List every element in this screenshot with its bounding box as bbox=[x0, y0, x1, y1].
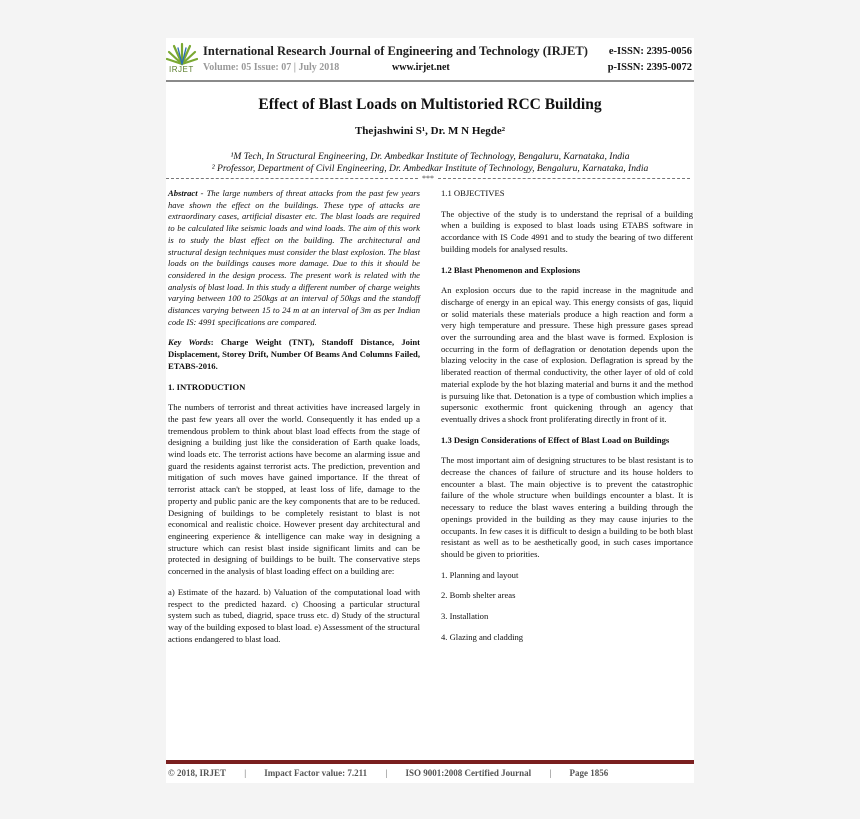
footer-iso: ISO 9001:2008 Certified Journal bbox=[405, 768, 532, 778]
list-item: 1. Planning and layout bbox=[441, 569, 519, 580]
keywords bbox=[168, 337, 420, 372]
list-item: 4. Glazing and cladding bbox=[441, 631, 524, 642]
footer-separator: | bbox=[549, 768, 552, 778]
blast-text: An explosion occurs due to the rapid increase in the magnitude and discharge of energy in an epical way. This energy consists of gas, liquid or solid materials these materials produce a high reaction and form a very high temperature and pressure. These high pressure gases spread over the surrounding area and the blast wave is formed. Explosion is occurring in the form of deflagration or denotation depends upon the blazing velocity in the case of explosion. Deflagration is spread by the liberated reaction of thermal conductivity, the other layer of old of cold material explode by the hot blazing material and burns it and the method is pursuing like that. Detonation is a type of combustion which implies a supersonic exothermic front quickening through an agency that eventually drives a shock front proliferating directly in front of it. bbox=[441, 285, 693, 424]
right-column bbox=[441, 188, 693, 653]
paper-page bbox=[166, 38, 694, 783]
intro-paragraph-2: a) Estimate of the hazard. b) Valuation of the computational load with respect to the predicted hazard. c) Choosing a particular structural system such as tubed, diagrid, space truss etc. d) Study of the structural way of the building exposed to blast load. e) Assessment of the structural actions endangered to blast load. bbox=[168, 586, 420, 644]
footer-separator: | bbox=[385, 768, 388, 778]
abstract bbox=[168, 188, 420, 328]
logo-text: IRJET bbox=[169, 65, 194, 74]
design-text: The most important aim of designing structures to be blast resistant is to decrease the chances of failure of structure and its house holders to encounter a blast. The main objective is to prevent the catastrophic failure of the whole structure when buildings encounter a blast. It is necessary to reduce the blast waves entering a building through the openings provided in the building as they may cause injuries to the occupants. In few cases it is difficult to design a building to be both blast resistant as well as to be aesthetically good, in such cases importance should be given to priorities. bbox=[441, 455, 693, 559]
footer-page: Page 1856 bbox=[569, 768, 609, 778]
objectives-text: The objective of the study is to understand the reprisal of a building when a building is exposed to blast loads using ETABS software in accordance with IS Code 4991 and to study the bearing of two different building models for analysed results. bbox=[441, 208, 693, 254]
blast-heading: 1.2 Blast Phenomenon and Explosions bbox=[441, 264, 581, 275]
intro-heading: 1. INTRODUCTION bbox=[168, 381, 246, 392]
e-issn: e-ISSN: 2395-0056 bbox=[608, 46, 692, 57]
list-item: 3. Installation bbox=[441, 611, 489, 622]
left-column bbox=[168, 188, 420, 654]
paper-title: Effect of Blast Loads on Multistoried RCC Building bbox=[258, 96, 602, 113]
footer-impact: Impact Factor value: 7.211 bbox=[264, 768, 368, 778]
footer-copyright: © 2018, IRJET bbox=[168, 768, 226, 778]
header-rule bbox=[166, 80, 694, 82]
paper-authors: Thejashwini S¹, Dr. M N Hegde² bbox=[354, 125, 506, 137]
design-heading: 1.3 Design Considerations of Effect of Blast Load on Buildings bbox=[441, 434, 670, 445]
section-separator bbox=[166, 174, 694, 184]
page-footer bbox=[168, 768, 624, 778]
footer-separator: | bbox=[244, 768, 247, 778]
list-item: 2. Bomb shelter areas bbox=[441, 590, 516, 601]
keywords-label: Key Words bbox=[168, 337, 211, 348]
journal-website: www.irjet.net bbox=[392, 62, 450, 73]
objectives-heading: 1.1 OBJECTIVES bbox=[441, 188, 505, 198]
journal-name: International Research Journal of Engineering and Technology (IRJET) bbox=[203, 44, 588, 58]
journal-header bbox=[166, 38, 694, 82]
keywords-text: : Charge Weight (TNT), Standoff Distance, Joint Displacement, Storey Drift, Number Of Beams And Columns Failed, ETABS-2016. bbox=[168, 337, 420, 371]
abstract-label: Abstract - bbox=[168, 188, 204, 198]
intro-paragraph-1: The numbers of terrorist and threat activities have increased largely in the past few years all over the world. Consequently it has ended up a tremendous problem to think about blast load effects from the stage of designing a building just like the consideration of Earth quake loads, wind loads etc. The terrorist actions have become an alarming issue and guard the residents against terrorist acts. The prediction, prevention and mitigation of such moves have gained importance. If the threat of terrorist attack can't be stopped, at least loss of life, damage to the property and public panic are the key components that are to be reduced. Designing of buildings to be completely resistant to blast is not economical and realistic choice. However present day architectural and engineering experience & intelligence can make way in designing a structure which can resist blast inside significant limits and can be protected in designing of buildings to be built. The conservative steps concerned in the analysis of blast loading effect on a building are: bbox=[168, 402, 420, 577]
separator-stars: *** bbox=[422, 174, 434, 183]
affiliation-1: ¹M Tech, In Structural Engineering, Dr. Ambedkar Institute of Technology, Bengaluru, Karnataka, India bbox=[230, 151, 630, 162]
abstract-text: The large numbers of threat attacks from the past few years have shown the effect on the buildings. These type of attacks are extraordinary cases, artificial disaster etc. The blast loads are required to be calculated like seismic loads and wind loads. The aim of this work is to study the blast effect on the building. The architectural and structural design techniques must consider the blast explosion. The blast loads on the buildings causes more damage. Due to this it should be considered in the design process. The present work is related with the analysis of blast load. In this study a different number of charge weights varying between 100 to 250kgs at an interval of 50kgs and the standoff distances varying between 15 to 24 m at an interval of 3m as per Indian code IS: 4991 specifications are compared. bbox=[168, 188, 420, 327]
footer-rule bbox=[166, 760, 694, 764]
volume-issue: Volume: 05 Issue: 07 | July 2018 bbox=[203, 62, 340, 73]
p-issn: p-ISSN: 2395-0072 bbox=[607, 62, 692, 73]
affiliation-2: ² Professor, Department of Civil Engineering, Dr. Ambedkar Institute of Technology, Bengaluru, Karnataka, India bbox=[211, 163, 649, 174]
